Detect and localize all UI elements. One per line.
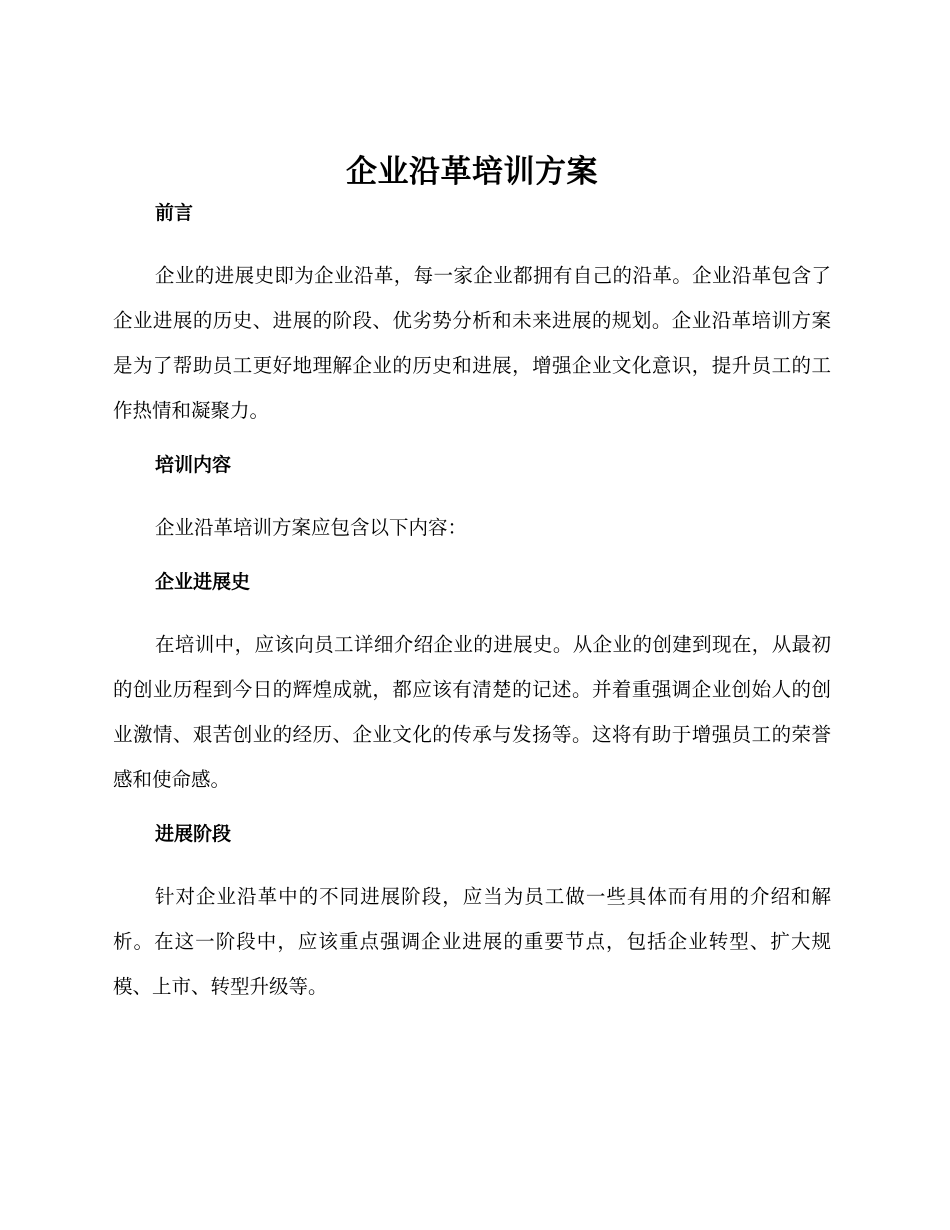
section-heading: 培训内容 <box>155 454 232 476</box>
section-paragraph: 在培训中，应该向员工详细介绍企业的进展史。从企业的创建到现在，从最初的创业历程到今日的辉煌成就，都应该有清楚的记述。并着重强调企业创始人的创业激情、艰苦创业的经历、企业文化的传承与发扬等。这将有助于增强员工的荣誉感和使命感。 <box>113 633 831 791</box>
section-heading: 进展阶段 <box>155 823 232 845</box>
section-paragraph: 企业的进展史即为企业沿革，每一家企业都拥有自己的沿革。企业沿革包含了企业进展的历史、进展的阶段、优劣势分析和未来进展的规划。企业沿革培训方案是为了帮助员工更好地理解企业的历史和进展，增强企业文化意识，提升员工的工作热情和凝聚力。 <box>113 264 831 422</box>
section-development-stages <box>113 819 831 1009</box>
section-company-history <box>113 567 831 819</box>
section-preface <box>113 198 831 450</box>
section-heading: 企业进展史 <box>155 571 251 593</box>
section-paragraph: 企业沿革培训方案应包含以下内容： <box>155 516 468 539</box>
section-training-content <box>113 450 831 567</box>
document-title: 企业沿革培训方案 <box>346 154 598 190</box>
section-heading: 前言 <box>155 202 194 224</box>
section-paragraph: 针对企业沿革中的不同进展阶段，应当为员工做一些具体而有用的介绍和解析。在这一阶段中，应该重点强调企业进展的重要节点，包括企业转型、扩大规模、上市、转型升级等。 <box>113 885 831 998</box>
document-body <box>113 148 831 1009</box>
